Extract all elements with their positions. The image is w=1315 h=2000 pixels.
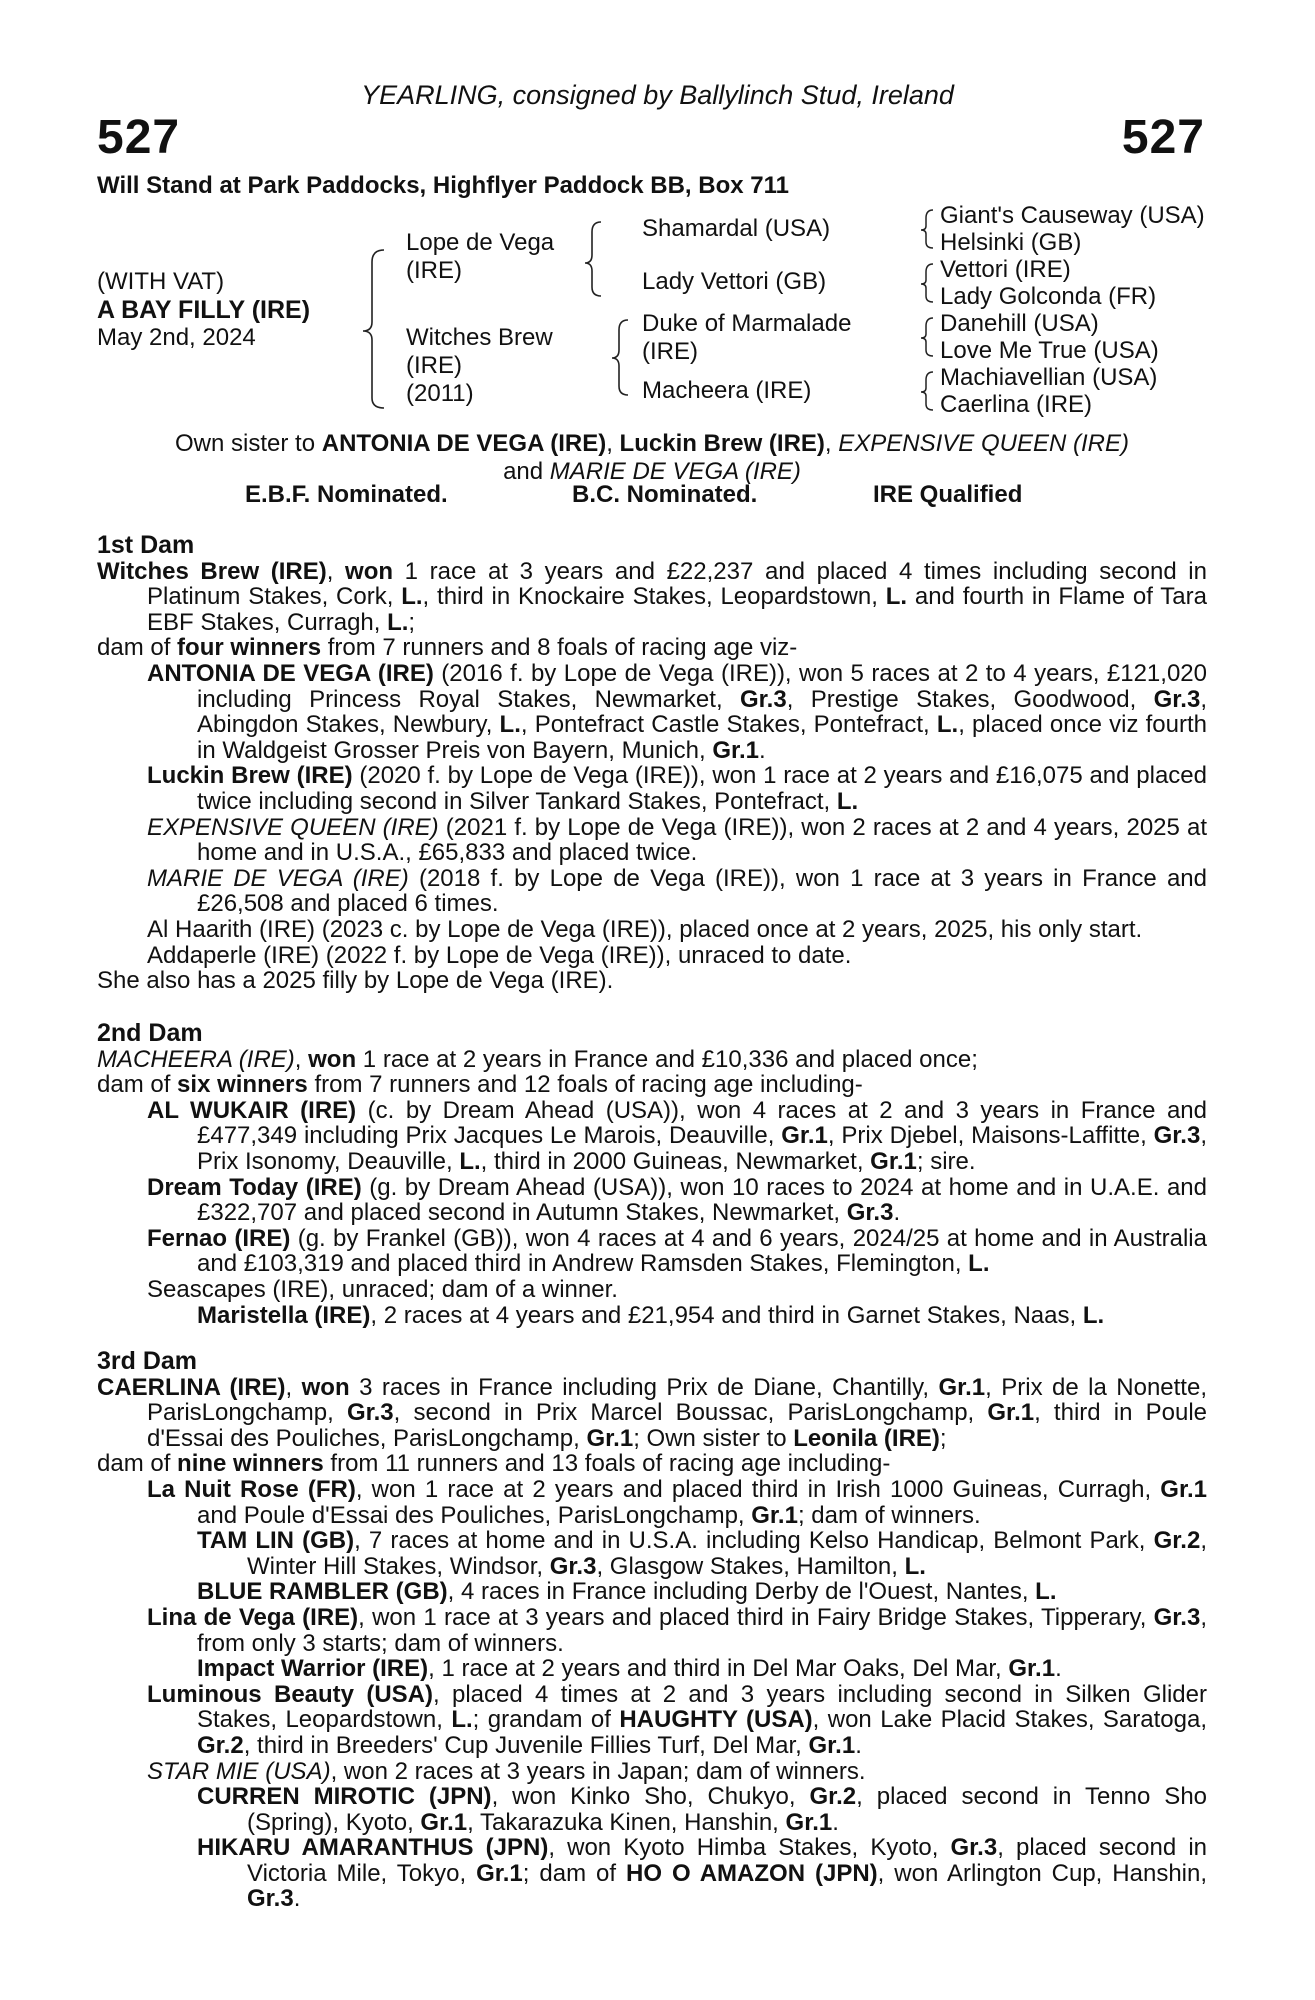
foaling-date: May 2nd, 2024: [97, 324, 256, 351]
dam-record: CAERLINA (IRE), won 3 races in France including Prix de Diane, Chantilly, Gr.1, Prix de la Nonette, ParisLongchamp, Gr.3, second in Prix Marcel Boussac, ParisLongchamp, Gr.1, third in Poule d'Essai des Pouliches, ParisLongchamp, Gr.1; Own sister to Leonila (IRE);: [97, 1373, 1208, 1452]
sire-dam: Lady Vettori (GB): [642, 268, 827, 295]
own-sister-line: Own sister to ANTONIA DE VEGA (IRE), Luckin Brew (IRE), EXPENSIVE QUEEN (IRE) and MARIE DE VEGA (IRE): [175, 430, 1129, 485]
dam-record: MACHEERA (IRE), won 1 race at 2 years in France and £10,336 and placed once;: [97, 1045, 978, 1073]
ped-gen3-4: Lady Golconda (FR): [940, 283, 1157, 310]
section-heading: 2nd Dam: [97, 1019, 203, 1047]
vat-note: (WITH VAT): [97, 268, 225, 295]
ped-gen3-1: Giant's Causeway (USA): [940, 202, 1205, 229]
produce-entry: TAM LIN (GB), 7 races at home and in U.S.A. including Kelso Handicap, Belmont Park, Gr.2, Winter Hill Stakes, Windsor, Gr.3, Glasgow Stakes, Hamilton, L.: [197, 1527, 1207, 1580]
dam-dam: Macheera (IRE): [642, 377, 812, 404]
produce-entry: Impact Warrior (IRE), 1 race at 2 years and third in Del Mar Oaks, Del Mar, Gr.1.: [197, 1655, 1062, 1683]
ped-gen3-2: Helsinki (GB): [940, 229, 1082, 256]
produce-entry: ANTONIA DE VEGA (IRE) (2016 f. by Lope de Vega (IRE)), won 5 races at 2 to 4 years, £121,020 including Princess Royal Stakes, Newmarket, Gr.3, Prestige Stakes, Goodwood, Gr.3, Abingdon Stakes, Newbury, L., Pontefract Castle Stakes, Pontefract, L., placed once viz fourth in Waldgeist Grosser Preis von Bayern, Munich, Gr.1.: [147, 659, 1208, 764]
bc-nomination: B.C. Nominated.: [572, 481, 758, 508]
produce-entry: Lina de Vega (IRE), won 1 race at 3 years and placed third in Fairy Bridge Stakes, Tipperary, Gr.3, from only 3 starts; dam of winners.: [147, 1603, 1207, 1657]
produce-entry: Al Haarith (IRE) (2023 c. by Lope de Vega (IRE)), placed once at 2 years, 2025, his only start.: [147, 915, 1143, 943]
ped-gen3-3: Vettori (IRE): [940, 256, 1071, 283]
produce-summary: dam of four winners from 7 runners and 8 foals of racing age viz-: [97, 634, 798, 662]
dam-sire: Duke of Marmalade (IRE): [642, 310, 852, 365]
produce-entry: Luminous Beauty (USA), placed 4 times at 2 and 3 years including second in Silken Glider Stakes, Leopardstown, L.; grandam of HAUGHTY (USA), won Lake Placid Stakes, Saratoga, Gr.2, third in Breeders' Cup Juvenile Fillies Turf, Del Mar, Gr.1.: [147, 1680, 1207, 1759]
produce-entry: Maristella (IRE), 2 races at 4 years and £21,954 and third in Garnet Stakes, Naas, L.: [197, 1301, 1105, 1329]
stable-location: Will Stand at Park Paddocks, Highflyer Paddock BB, Box 711: [97, 172, 789, 199]
produce-entry: AL WUKAIR (IRE) (c. by Dream Ahead (USA)), won 4 races at 2 and 3 years in France and £477,349 including Prix Jacques Le Marois, Deauville, Gr.1, Prix Djebel, Maisons-Laffitte, Gr.3, Prix Isonomy, Deauville, L., third in 2000 Guineas, Newmarket, Gr.1; sire.: [147, 1096, 1207, 1175]
sire: Lope de Vega (IRE): [406, 229, 555, 284]
produce-entry: La Nuit Rose (FR), won 1 race at 2 years and placed third in Irish 1000 Guineas, Curragh, Gr.1 and Poule d'Essai des Pouliches, ParisLongchamp, Gr.1; dam of winners.: [147, 1475, 1207, 1529]
section-heading: 1st Dam: [97, 531, 195, 559]
produce-entry: EXPENSIVE QUEEN (IRE) (2021 f. by Lope de Vega (IRE)), won 2 races at 2 and 4 years, 2025 at home and in U.S.A., £65,833 and placed twice.: [147, 813, 1208, 867]
ped-gen3-6: Love Me True (USA): [940, 337, 1159, 364]
produce-entry: Addaperle (IRE) (2022 f. by Lope de Vega (IRE)), unraced to date.: [147, 941, 852, 969]
produce-entry: MARIE DE VEGA (IRE) (2018 f. by Lope de Vega (IRE)), won 1 race at 3 years in France and £26,508 and placed 6 times.: [147, 864, 1207, 918]
produce-entry: Dream Today (IRE) (g. by Dream Ahead (USA)), won 10 races to 2024 at home and in U.A.E. and £322,707 and placed second in Autumn Stakes, Newmarket, Gr.3.: [147, 1173, 1207, 1227]
dam: Witches Brew (IRE) (2011): [406, 324, 553, 407]
second-dam-section: [97, 1021, 1207, 1328]
ped-gen3-7: Machiavellian (USA): [940, 364, 1158, 391]
produce-entry: Fernao (IRE) (g. by Frankel (GB)), won 4 races at 4 and 6 years, 2024/25 at home and in Australia and £103,319 and placed third in Andrew Ramsden Stakes, Flemington, L.: [147, 1224, 1207, 1278]
produce-entry: Seascapes (IRE), unraced; dam of a winner.: [147, 1275, 618, 1303]
ped-gen3-8: Caerlina (IRE): [940, 391, 1093, 418]
produce-entry: Luckin Brew (IRE) (2020 f. by Lope de Vega (IRE)), won 1 race at 2 years and £16,075 and placed twice including second in Silver Tankard Stakes, Pontefract, L.: [147, 762, 1207, 815]
produce-entry: HIKARU AMARANTHUS (JPN), won Kyoto Himba Stakes, Kyoto, Gr.3, placed second in Victoria Mile, Tokyo, Gr.1; dam of HO O AMAZON (JPN), won Arlington Cup, Hanshin, Gr.3.: [197, 1834, 1208, 1913]
produce-entry: STAR MIE (USA), won 2 races at 3 years in Japan; dam of winners.: [147, 1757, 866, 1785]
section-heading: 3rd Dam: [97, 1347, 198, 1375]
ped-gen3-5: Danehill (USA): [940, 310, 1099, 337]
first-dam-section: [97, 533, 1207, 994]
dam-record: Witches Brew (IRE), won 1 race at 3 years and £22,237 and placed 4 times including second in Platinum Stakes, Cork, L., third in Knockaire Stakes, Leopardstown, L. and fourth in Flame of Tara EBF Stakes, Curragh, L.;: [97, 557, 1207, 636]
produce-entry: CURREN MIROTIC (JPN), won Kinko Sho, Chukyo, Gr.2, placed second in Tenno Sho (Spring), Kyoto, Gr.1, Takarazuka Kinen, Hanshin, Gr.1.: [197, 1783, 1208, 1836]
ire-qualified: IRE Qualified: [873, 481, 1023, 508]
consignor-line: YEARLING, consigned by Ballylinch Stud, Ireland: [361, 80, 954, 110]
sire-sire: Shamardal (USA): [642, 215, 831, 242]
lot-number-right: 527: [1121, 111, 1205, 164]
produce-summary: dam of six winners from 7 runners and 12 foals of racing age including-: [97, 1071, 863, 1099]
third-dam-section: [97, 1349, 1207, 1912]
horse-name: A BAY FILLY (IRE): [97, 296, 311, 324]
produce-summary: dam of nine winners from 11 runners and 13 foals of racing age including-: [97, 1450, 891, 1478]
lot-number-left: 527: [97, 111, 181, 164]
produce-entry: BLUE RAMBLER (GB), 4 races in France including Derby de l'Ouest, Nantes, L.: [197, 1578, 1057, 1606]
ebf-nomination: E.B.F. Nominated.: [245, 481, 448, 508]
produce-note: She also has a 2025 filly by Lope de Vega (IRE).: [97, 967, 614, 995]
